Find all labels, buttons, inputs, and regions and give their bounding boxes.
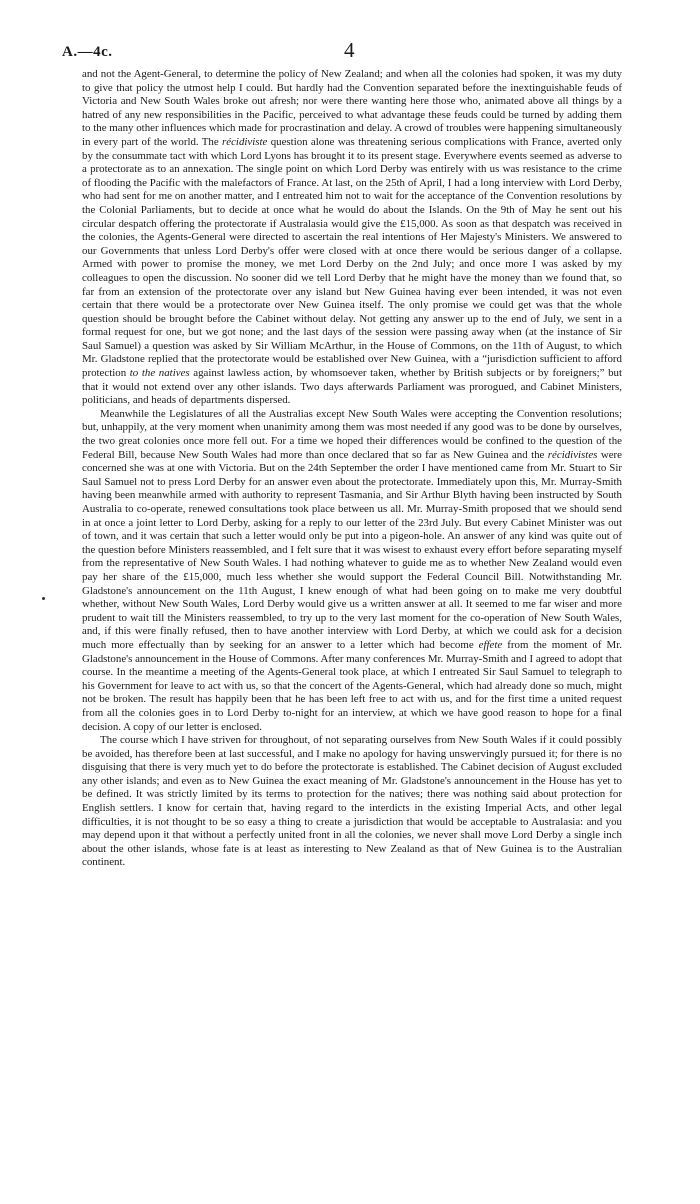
paragraph-text: The course which I have striven for throughout, of not separating ourselves from New South Wales if it could possibly be avoided, has therefore been at last successful, and I make no apology for having unswervingly pursued it; for there is no disguising that there is very much yet to do before the protectorate is established. The Cabinet decision of August excluded any other islands; and even as to New Guinea the exact meaning of Mr. Gladstone's announcement in the House has yet to be defined. It was strictly limited by its terms to protection for the natives; there was nothing said about protection for English settlers. I know for certain that, having regard to the interdicts in the existing Imperial Acts, and other legal difficulties, it is not thought to be so easy a thing to create a jurisdiction that would be acceptable to Australasia: and you may depend upon it that without a perfectly united front in all the colonies, we never shall move Lord Derby a single inch about the other islands, whose fate is at least as interesting to New Zealand as that of New Guinea is to the Australian continent. xyxy=(82,734,622,869)
margin-mark xyxy=(42,597,45,600)
paragraph xyxy=(82,734,622,870)
italic-term: effete xyxy=(478,638,503,651)
paragraph-text: were concerned she was at one with Victoria. But on the 24th September the order I have mentioned came from Mr. Stuart to Sir Saul Samuel not to press Lord Derby for an answer even about the protectorate. Immediately upon this, Mr. Murray-Smith having been meanwhile armed with authority to represent Tasmania, and Sir Arthur Blyth having been instructed by South Australia to co-operate, renewed consultations took place between us all. Mr. Murray-Smith proposed that we should send in at once a joint letter to Lord Derby, asking for a reply to our letter of the 23rd July. But every Cabinet Minister was out of town, and it was certain that such a letter would only be put into a pigeon-hole. An answer of any kind was quite out of the question before Ministers reassembled, and I felt sure that it was wisest to exhaust every effort before separating myself from the representative of New South Wales. I had nothing whatever to guide me as to whether New Zealand would even pay her share of the £15,000, much less whether she would support the Federal Council Bill. Notwithstanding Mr. Gladstone's announcement on the 11th August, I knew enough of what had been going on to make me very doubtful whether, without New South Wales, Lord Derby would give us a written answer at all. It seemed to me far wiser and more prudent to wait till the Ministers reassembled, to try up to the very last moment for the co-operation of New South Wales, and, if this were finally refused, then to have another interview with Lord Derby, at which we could ask for a decision much more effectually than by seeking for an answer to a letter which had become xyxy=(82,448,622,651)
page-header xyxy=(62,38,622,68)
italic-term: récidiviste xyxy=(222,135,268,148)
paragraph xyxy=(82,408,622,734)
letter-body xyxy=(82,68,622,870)
paragraph-text: and not the Agent-General, to determine the policy of New Zealand; and when all the colonies had spoken, it was my duty to give that policy the utmost help I could. But hardly had the Convention separated before the inextinguishable feuds of Victoria and New South Wales broke out afresh; nor were there wanting here those who, animated above all things by a hatred of any new responsibilities in the Pacific, perceived to what advantage these feuds could be turned by adding them to the many other influences which made for procrastination and delay. A crowd of troubles were happening simultaneously in every part of the world. The xyxy=(82,68,622,148)
paragraph-text: Meanwhile the Legislatures of all the Australias except New South Wales were accepting the Convention resolutions; but, unhappily, at the very moment when unanimity among them was most needed if any good was to be done by ourselves, the two great colonies once more fell out. For a time we hoped their differences would be confined to the question of the Federal Bill, because New South Wales had more than once declared that so far as New Guinea and the xyxy=(82,407,622,461)
paragraph-text: against lawless action, by whomsoever taken, whether by British subjects or by foreigners;” but that it would not extend over any other islands. Two days afterwards Parliament was prorogued, and Cabinet Ministers, politicians, and heads of departments dispersed. xyxy=(82,367,622,407)
paragraph-text: question alone was threatening serious complications with France, averted only by the consummate tact with which Lord Lyons has brought it to its present stage. Everywhere events seemed as adverse to a protectorate as to an annexation. The single point on which Lord Derby was entirely with us was resistance to the crime of flooding the Pacific with the malefactors of France. At last, on the 25th of April, I had a long interview with Lord Derby, who had sent for me on another matter, and I entreated him not to wait for the acceptance of the Convention resolutions by the Colonial Parliaments, but to decide at once what he would do about the Islands. On the 9th of May he sent out his circular despatch offering the protectorate if Australasia would give the £15,000. As soon as that despatch was received in the colonies, the Agents-General were directed to ascertain the real intentions of Her Majesty's Ministers. We answered to our Governments that unless Lord Derby's offer were closed with at once there would be serious danger of a collapse. Armed with power to promise the money, we met Lord Derby on the 2nd July; and once more I was asked by my colleagues to open the discussion. No sooner did we tell Lord Derby that he might have the money than we found that, so far from an extension of the protectorate over any island but New Guinea having ever been intended, it was not even certain that there would be a protectorate over New Guinea itself. The only promise we could get was that the whole question should be brought before the Cabinet without delay. Not getting any answer up to the end of July, we sent in a formal request for one, but we got none; and the last days of the session were passing away when (at the instance of Sir Saul Samuel) a question was asked by Sir William McArthur, in the House of Commons, on the 11th of August, to which Mr. Gladstone replied that the protectorate would be established over New Guinea, with a “jurisdiction sufficient to afford protection xyxy=(82,135,622,380)
italic-term: récidivistes xyxy=(547,448,598,461)
paragraph-text: from the moment of Mr. Gladstone's announcement in the House of Commons. After many conferences Mr. Murray-Smith and I agreed to adopt that course. In the meantime a meeting of the Agents-General took place, at which I entreated Sir Saul Samuel to telegraph to his Government for leave to act with us, so that the concert of the Agents-General, which had already done so much, might not be broken. The result has happily been that he has been left free to act with us, and for the first time a united request from all the colonies goes in to Lord Derby to-night for an interview, at which we have good reason to hope for a final decision. A copy of our letter is enclosed. xyxy=(82,638,623,733)
page-number: 4 xyxy=(344,38,355,62)
italic-term: to the natives xyxy=(129,367,190,380)
document-reference: A.—4c. xyxy=(62,44,113,60)
paragraph xyxy=(82,68,622,408)
